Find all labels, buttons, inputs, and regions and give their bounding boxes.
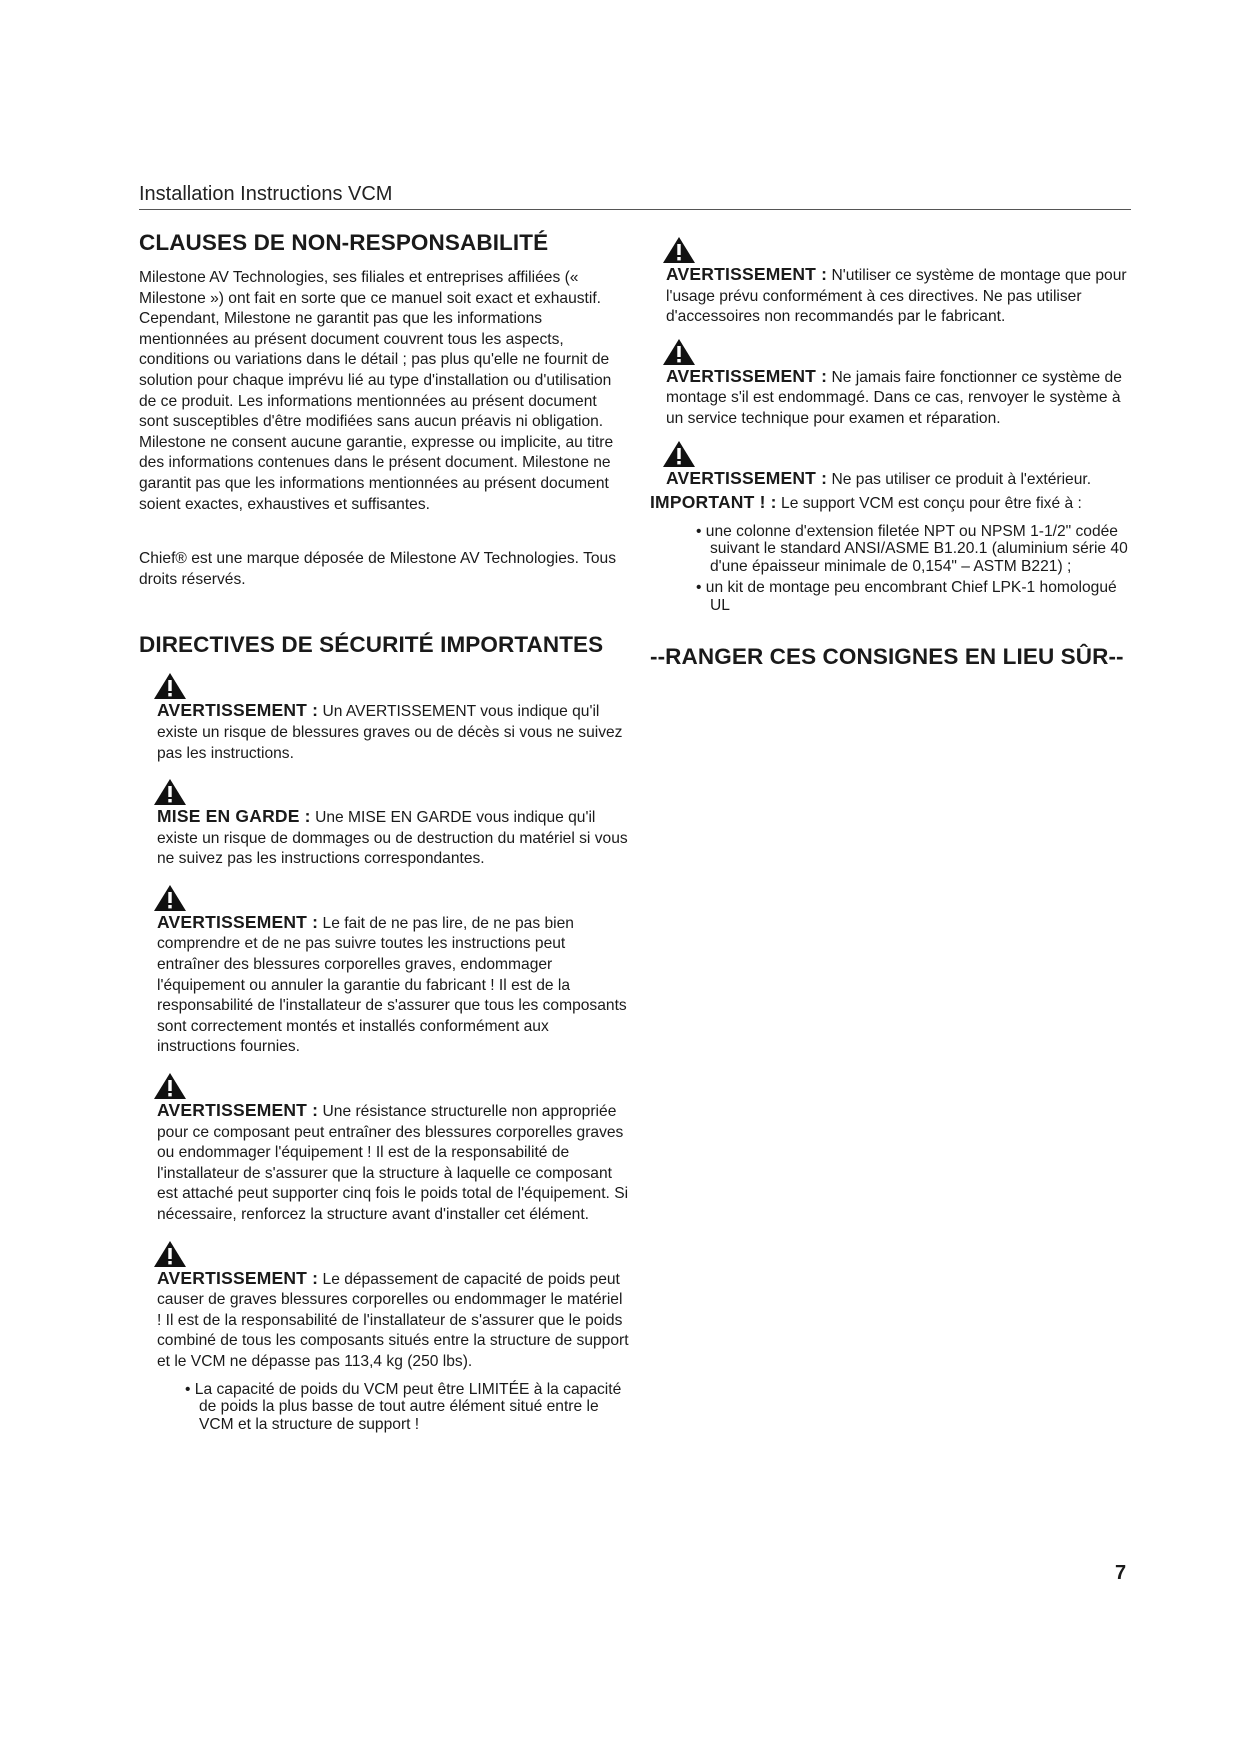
warning-text: Ne jamais faire fonctionner ce système de montage s'il est endommagé. Dans ce cas, renvoyer le système à un service technique pour examen et réparation. [666, 368, 1122, 427]
warning-label: AVERTISSEMENT : [157, 911, 319, 932]
warning-triangle-icon [153, 672, 187, 700]
warning-block [139, 672, 629, 764]
warning-text: Le fait de ne pas lire, de ne pas bien comprendre et de ne pas suivre toutes les instructions peut entraîner des blessures corporelles graves, endommager l'équipement ou annuler la garantie du fabricant ! Il est de la responsabilité de l'installateur de s'assurer que tous les composants sont correctement montés et installés conformément aux instructions fournies. [157, 914, 627, 1056]
warning-label: AVERTISSEMENT : [157, 1267, 319, 1288]
warning-triangle-icon [662, 236, 696, 264]
list-item: • une colonne d'extension filetée NPT ou NPSM 1-1/2" codée suivant le standard ANSI/ASME B1.20.1 (aluminium série 40 d'une épaisseur minimale de 0,154" – ASTM B221) ; [696, 522, 1128, 575]
warning-text: Une résistance structurelle non appropriée pour ce composant peut entraîner des blessures corporelles graves ou endommager l'équipement ! Il est de la responsabilité de l'installateur de s'assurer que la structure à laquelle ce composant est attaché peut supporter cinq fois le poids total de l'équipement. Si nécessaire, renforcez la structure avant d'installer cet élément. [157, 1103, 629, 1223]
header-title: Installation Instructions VCM [139, 183, 393, 205]
warning-block [139, 1072, 629, 1226]
important-label: IMPORTANT ! : [650, 492, 777, 513]
right-column [650, 236, 1140, 670]
warning-triangle-icon [153, 778, 187, 806]
disclaimer-paragraph: Milestone AV Technologies, ses filiales et entreprises affiliées (« Milestone ») ont fait en sorte que ce manuel soit exact et exhaustif. Cependant, Milestone ne garantit pas que les informations mentionnées au présent document couvrent tous les aspects, conditions ou variations dans le détail ; pas plus qu'elle ne fournit de solution pour chaque imprévu lié au type d'installation ou d'utilisation de ce produit. Les informations mentionnées au présent document sont susceptibles d'être modifiées sans aucun préavis ni obligation. Milestone ne consent aucune garantie, expresse ou implicite, au titre des informations contenues dans le présent document. Milestone ne garantit pas que les informations mentionnées au présent document soient exactes, exhaustives et suffisantes. [139, 269, 614, 513]
mounting-options-list [650, 523, 1140, 615]
warning-block [650, 236, 1140, 328]
warning-block [139, 1240, 629, 1433]
caution-text: Une MISE EN GARDE vous indique qu'il existe un risque de dommages ou de destruction du matériel si vous ne suivez pas les instructions correspondantes. [157, 809, 628, 868]
warning-triangle-icon [153, 884, 187, 912]
warning-text: Un AVERTISSEMENT vous indique qu'il existe un risque de blessures graves ou de décès si vous ne suivez pas les instructions. [157, 703, 623, 762]
warning-label: AVERTISSEMENT : [666, 467, 828, 488]
warning-block [650, 338, 1140, 430]
left-column [139, 230, 629, 1433]
warning-block [139, 884, 629, 1058]
warning-triangle-icon [153, 1240, 187, 1268]
warning-triangle-icon [153, 1072, 187, 1100]
warning-label: AVERTISSEMENT : [157, 700, 319, 721]
list-item: • La capacité de poids du VCM peut être LIMITÉE à la capacité de poids la plus basse de tout autre élément situé entre le VCM et la structure de support ! [185, 1380, 622, 1433]
trademark-paragraph: Chief® est une marque déposée de Milestone AV Technologies. Tous droits réservés. [139, 550, 617, 588]
important-note [650, 492, 1140, 515]
list-item: • un kit de montage peu encombrant Chief LPK-1 homologué UL [696, 579, 1117, 614]
running-header [139, 183, 1131, 210]
store-instructions-heading: --RANGER CES CONSIGNES EN LIEU SÛR-- [650, 644, 1124, 670]
warning-text: N'utiliser ce système de montage que pour l'usage prévu conformément à ces directives. Ne pas utiliser d'accessoires non recommandés par le fabricant. [666, 267, 1127, 326]
weight-bullet-list [157, 1381, 629, 1434]
page-number: 7 [1115, 1562, 1127, 1584]
warning-label: AVERTISSEMENT : [666, 365, 828, 386]
warning-label: AVERTISSEMENT : [666, 264, 828, 284]
warning-block [650, 440, 1140, 491]
warning-triangle-icon [662, 338, 696, 366]
caution-block [139, 778, 629, 870]
disclaimer-heading: CLAUSES DE NON-RESPONSABILITÉ [139, 230, 549, 255]
important-text: Le support VCM est conçu pour être fixé à : [781, 495, 1082, 513]
warning-text: Ne pas utiliser ce produit à l'extérieur. [831, 470, 1092, 488]
caution-label: MISE EN GARDE : [157, 806, 311, 827]
safety-heading: DIRECTIVES DE SÉCURITÉ IMPORTANTES [139, 632, 604, 658]
warning-triangle-icon [662, 440, 696, 468]
warning-label: AVERTISSEMENT : [157, 1100, 319, 1121]
warning-text: Le dépassement de capacité de poids peut causer de graves blessures corporelles ou endommager le matériel ! Il est de la responsabilité de l'installateur de s'assurer que le poids combiné de tous les composants situés entre la structure de support et le VCM ne dépasse pas 113,4 kg (250 lbs). [157, 1270, 629, 1370]
